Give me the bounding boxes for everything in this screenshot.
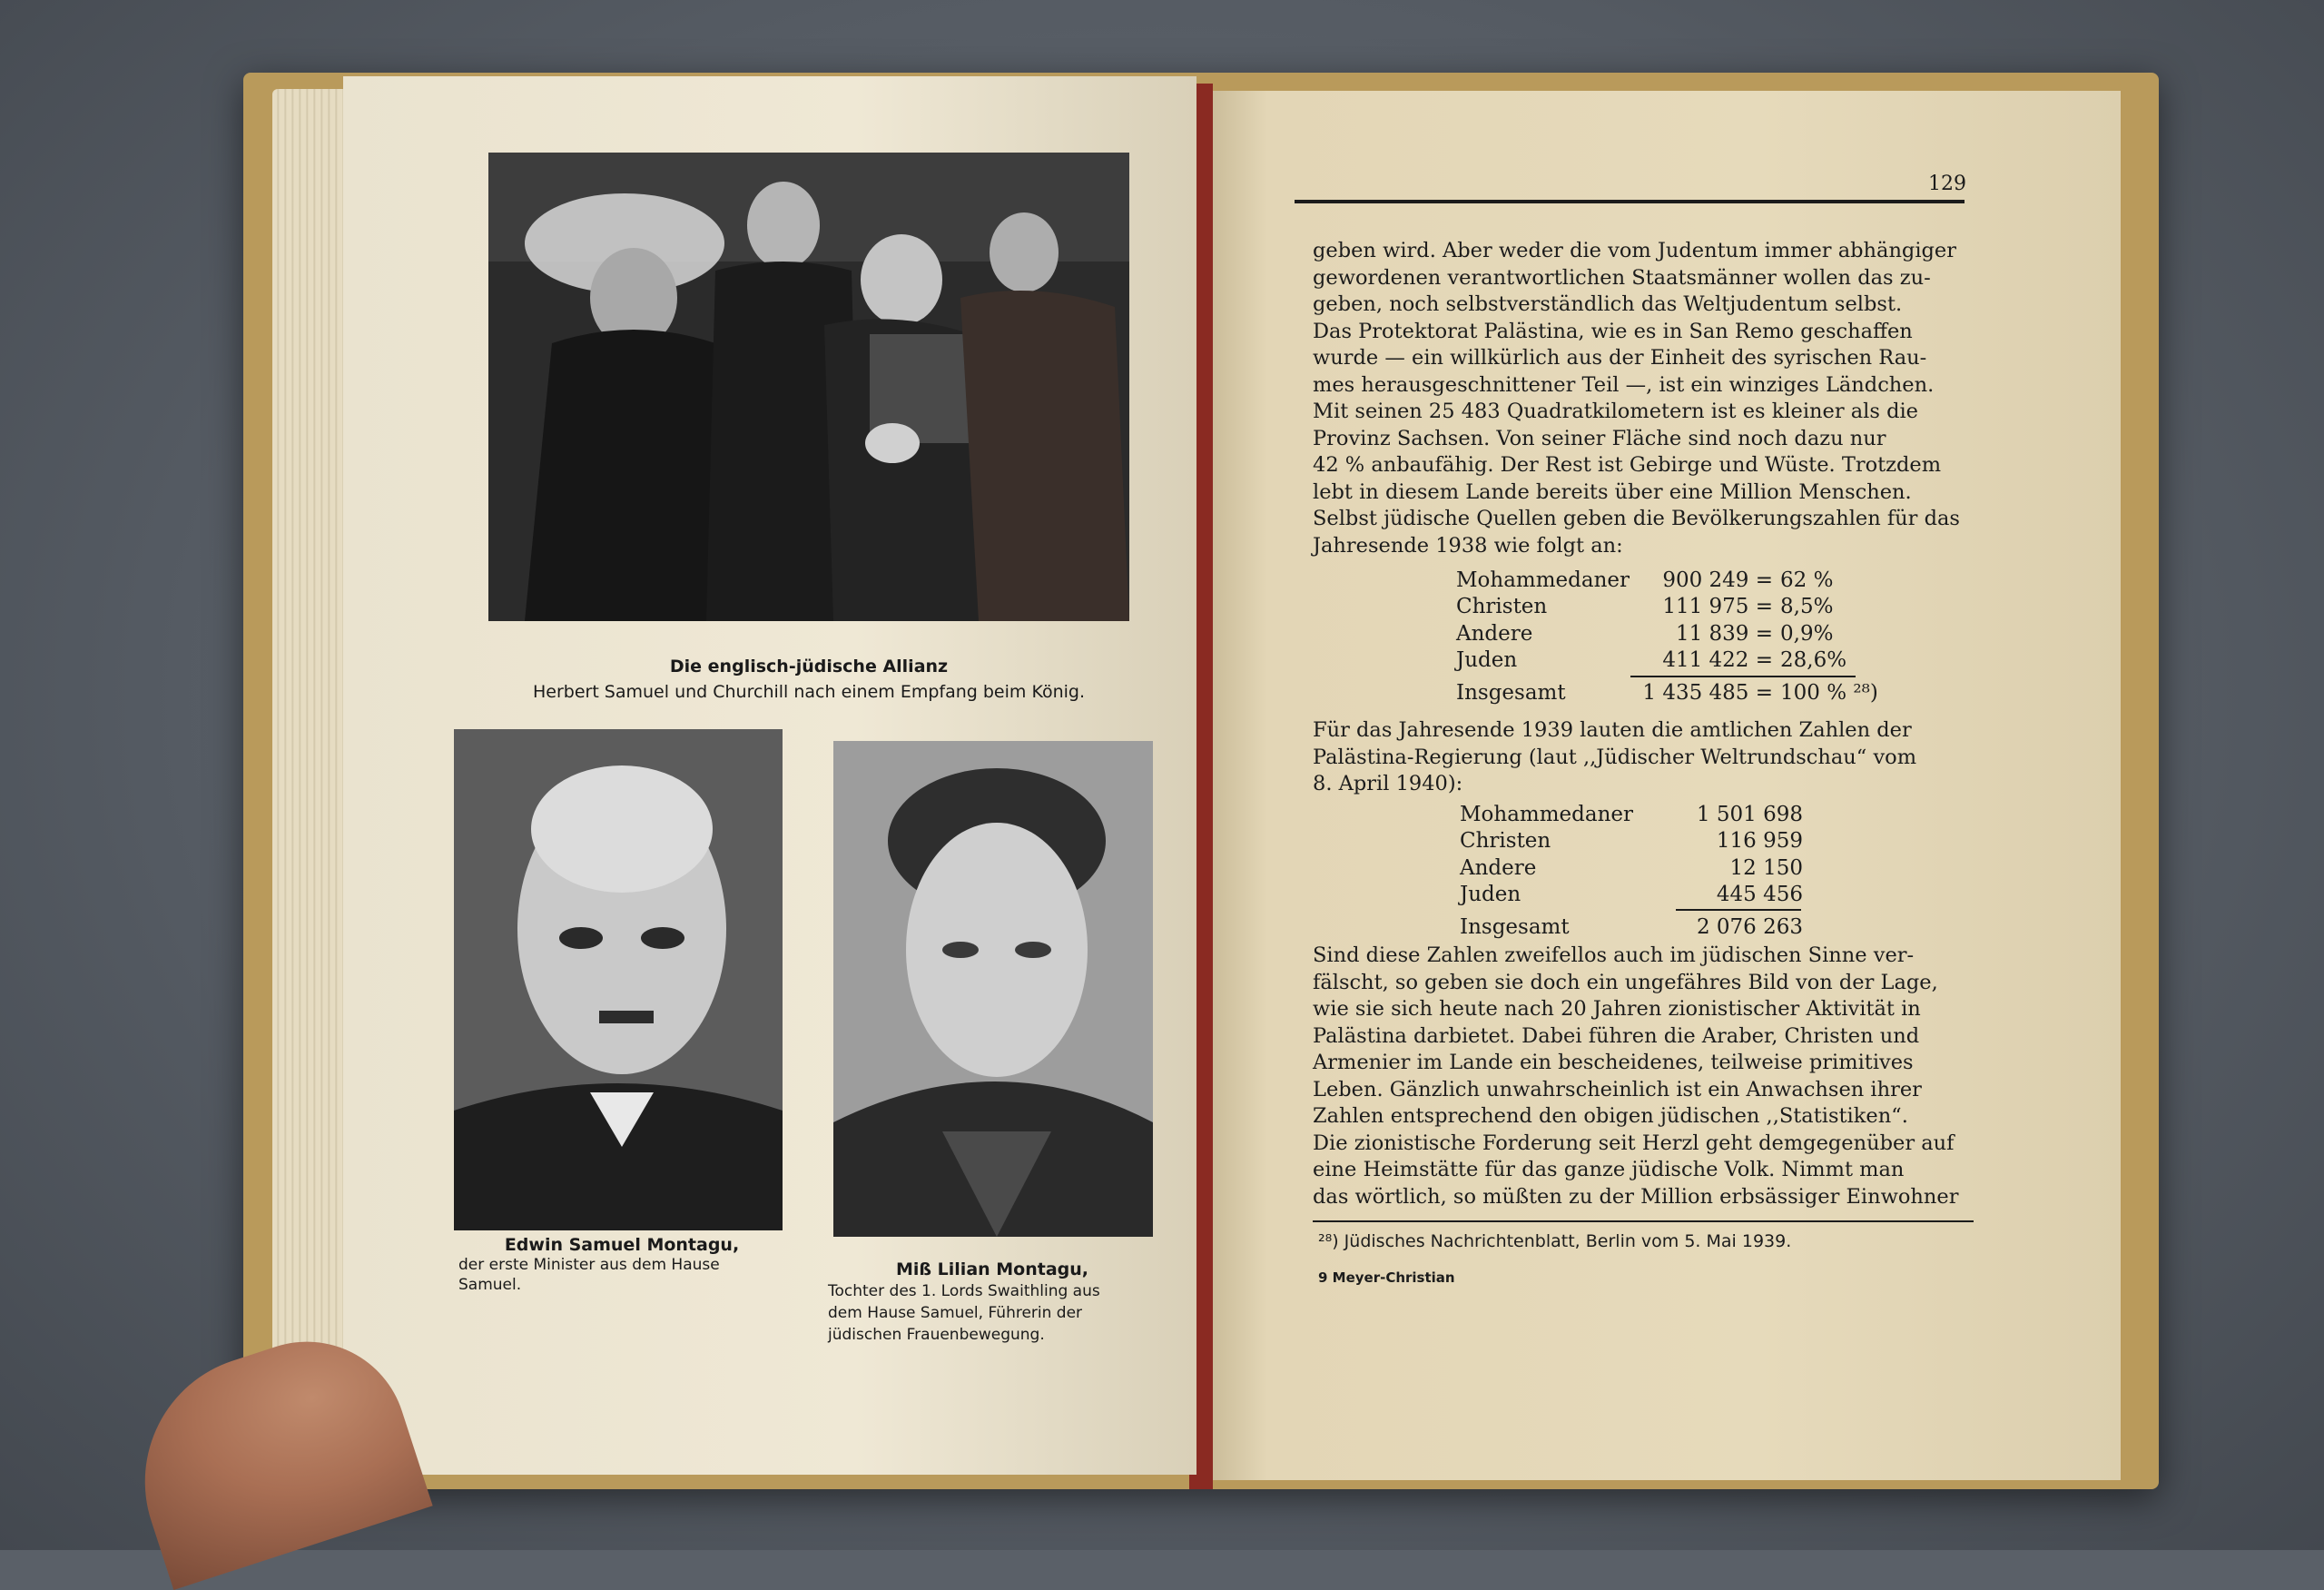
text-line: das wörtlich, so müßten zu der Million erbsässiger Einwohner — [1313, 1184, 1959, 1209]
text-line: fälscht, so geben sie doch ein ungefähres Bild von der Lage, — [1313, 970, 1938, 994]
text-line: Das Protektorat Palästina, wie es in San Remo geschaffen — [1313, 319, 1913, 343]
text-line: Armenier im Lande ein bescheidenes, teilweise primitives — [1313, 1051, 1914, 1074]
text-line: mes herausgeschnittener Teil —, ist ein winziges Ländchen. — [1313, 372, 1935, 397]
signature-line: 9 Meyer-Christian — [1318, 1269, 1455, 1286]
table-cell-group: Christen — [1460, 829, 1551, 854]
table-cell-group: Insgesamt — [1456, 680, 1566, 705]
photo-group-figures — [488, 153, 1129, 621]
paragraph-2 — [1313, 717, 1970, 798]
caption-lilian-name: Miß Lilian Montagu, — [895, 1259, 1089, 1279]
text-line: Sind diese Zahlen zweifellos auch im jüdischen Sinne ver- — [1313, 943, 1915, 967]
caption-edwin-line: der erste Minister aus dem Hause — [458, 1256, 720, 1274]
table-cell-count: 111 975 = — [1662, 595, 1774, 619]
table-row — [1452, 594, 1893, 621]
portrait-lilian — [833, 741, 1153, 1237]
photo-edwin-montagu — [454, 729, 783, 1230]
table-cell-count: 1 501 698 — [1696, 802, 1803, 826]
table-cell-count: 445 456 — [1716, 883, 1803, 907]
table-row — [1456, 908, 1807, 941]
text-line: Provinz Sachsen. Von seiner Fläche sind noch dazu nur — [1313, 426, 1886, 450]
table-cell-count: 12 150 — [1729, 855, 1803, 880]
text-line: 8. April 1940): — [1313, 772, 1463, 795]
photo-lilian-caption — [828, 1259, 1157, 1346]
table-cell-group: Andere — [1456, 621, 1533, 646]
table-cell-pct: 100 % ²⁸) — [1780, 680, 1878, 705]
table-cell-pct: 0,9% — [1780, 621, 1834, 646]
page-edges — [272, 89, 354, 1478]
text-line: Leben. Gänzlich unwahrscheinlich ist ein Anwachsen ihrer — [1313, 1077, 1922, 1101]
table-cell-group: Christen — [1456, 595, 1548, 619]
text-line: Selbst jüdische Quellen geben die Bevölkerungszahlen für das — [1313, 507, 1960, 530]
caption-title: Die englisch-jüdische Allianz — [669, 657, 949, 676]
caption-edwin-line: Samuel. — [458, 1276, 522, 1294]
table-row — [1452, 567, 1893, 594]
paragraph-3 — [1313, 943, 1970, 1210]
text-line: eine Heimstätte für das ganze jüdische Volk. Nimmt man — [1313, 1158, 1905, 1181]
table-cell-count: 11 839 = — [1675, 621, 1774, 646]
table-cell-pct: 62 % — [1780, 568, 1834, 592]
text-line: wie sie sich heute nach 20 Jahren zionistischer Aktivität in — [1313, 997, 1921, 1021]
table-cell-group: Andere — [1460, 855, 1537, 880]
caption-lilian-line: Tochter des 1. Lords Swaithling aus — [828, 1282, 1100, 1300]
header-rule — [1295, 200, 1965, 203]
table-cell-count: 411 422 = — [1662, 648, 1774, 673]
text-line: Mit seinen 25 483 Quadratkilometern ist es kleiner als die — [1313, 400, 1918, 423]
sum-rule-1 — [1630, 676, 1856, 677]
text-line: geben wird. Aber weder die vom Judentum immer abhängiger — [1313, 239, 1957, 262]
table-cell-group: Mohammedaner — [1456, 568, 1630, 592]
footnote-rule — [1313, 1220, 1974, 1222]
table-cell-group: Juden — [1460, 883, 1521, 907]
photo-edwin-caption — [458, 1235, 785, 1295]
table-cell-count: 1 435 485 = — [1642, 680, 1774, 705]
text-line: wurde — ein willkürlich aus der Einheit des syrischen Rau- — [1313, 346, 1927, 370]
text-line: Jahresende 1938 wie folgt an: — [1313, 533, 1623, 558]
caption-subtitle: Herbert Samuel und Churchill nach einem Empfang beim König. — [532, 682, 1086, 702]
photo-top-caption — [488, 654, 1129, 705]
text-line: Palästina darbietet. Dabei führen die Araber, Christen und — [1313, 1023, 1920, 1048]
sum-rule-2 — [1676, 909, 1801, 911]
table-cell-pct: 28,6% — [1780, 648, 1847, 673]
page-number: 129 — [1928, 173, 1966, 195]
portrait-edwin — [454, 729, 783, 1230]
photo-churchill-samuel — [488, 153, 1129, 621]
table-cell-count: 2 076 263 — [1696, 914, 1803, 939]
table-cell-count: 116 959 — [1716, 829, 1803, 854]
footnote: ²⁸) Jüdisches Nachrichtenblatt, Berlin vom 5. Mai 1939. — [1318, 1231, 1792, 1251]
table-cell-pct: 8,5% — [1780, 595, 1834, 619]
caption-lilian-line: dem Hause Samuel, Führerin der — [828, 1304, 1083, 1322]
table-cell-group: Juden — [1456, 648, 1518, 673]
text-line: Palästina-Regierung (laut ,,Jüdischer Weltrundschau“ vom — [1313, 745, 1917, 769]
text-line: Zahlen entsprechend den obigen jüdischen ,,Statistiken“. — [1313, 1104, 1908, 1128]
text-line: geben, noch selbstverständlich das Weltjudentum selbst. — [1313, 292, 1903, 316]
table-row — [1456, 882, 1807, 909]
table-row — [1452, 647, 1893, 675]
table-row — [1452, 674, 1893, 706]
text-line: Für das Jahresende 1939 lauten die amtlichen Zahlen der — [1313, 718, 1912, 742]
table-row — [1456, 828, 1807, 855]
population-table-1938 — [1452, 567, 1893, 706]
text-line: 42 % anbaufähig. Der Rest ist Gebirge und Wüste. Trotzdem — [1313, 453, 1942, 477]
caption-lilian-line: jüdischen Frauenbewegung. — [828, 1326, 1045, 1344]
population-table-1939 — [1456, 801, 1807, 941]
table-cell-group: Mohammedaner — [1460, 802, 1634, 826]
table-row — [1456, 801, 1807, 828]
table-cell-group: Insgesamt — [1460, 914, 1570, 939]
table-row — [1452, 620, 1893, 647]
photo-lilian-montagu — [833, 741, 1153, 1237]
paragraph-1 — [1313, 238, 1970, 559]
caption-edwin-name: Edwin Samuel Montagu, — [504, 1235, 740, 1255]
text-line: lebt in diesem Lande bereits über eine Million Menschen. — [1313, 479, 1912, 504]
text-line: gewordenen verantwortlichen Staatsmänner wollen das zu- — [1313, 265, 1931, 290]
text-line: Die zionistische Forderung seit Herzl geht demgegenüber auf — [1313, 1131, 1955, 1155]
table-row — [1456, 854, 1807, 882]
table-cell-count: 900 249 = — [1662, 568, 1774, 592]
